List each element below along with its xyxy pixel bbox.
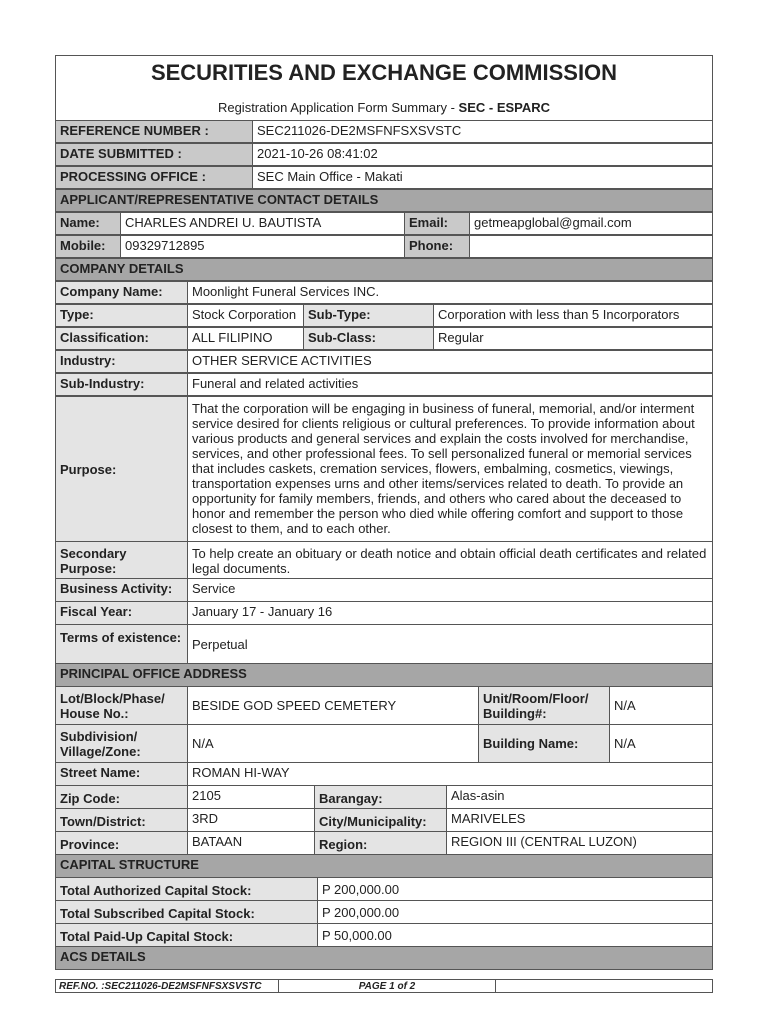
barangay-label: Barangay: xyxy=(314,785,447,809)
company-name-value: Moonlight Funeral Services INC. xyxy=(187,281,713,304)
mobile-label: Mobile: xyxy=(55,235,121,258)
subindustry-value: Funeral and related activities xyxy=(187,373,713,396)
business-activity-label: Business Activity: xyxy=(55,578,188,602)
classification-label: Classification: xyxy=(55,327,188,350)
date-submitted-value: 2021-10-26 08:41:02 xyxy=(252,143,713,166)
industry-value: OTHER SERVICE ACTIVITIES xyxy=(187,350,713,373)
classification-value: ALL FILIPINO xyxy=(187,327,304,350)
footer-page-number: PAGE 1 of 2 xyxy=(278,979,496,993)
city-municipality-label: City/Municipality: xyxy=(314,808,447,832)
city-municipality-value: MARIVELES xyxy=(446,808,713,832)
subtype-label: Sub-Type: xyxy=(303,304,434,327)
address-section-header: PRINCIPAL OFFICE ADDRESS xyxy=(55,663,713,687)
page-subtitle xyxy=(56,100,712,115)
processing-office-value: SEC Main Office - Makati xyxy=(252,166,713,189)
unit-room-value: N/A xyxy=(609,686,713,725)
subclass-value: Regular xyxy=(433,327,713,350)
reference-number-label: REFERENCE NUMBER : xyxy=(55,120,253,143)
subscribed-capital-value: P 200,000.00 xyxy=(317,900,713,924)
subclass-label: Sub-Class: xyxy=(303,327,434,350)
business-activity-value: Service xyxy=(187,578,713,602)
type-value: Stock Corporation xyxy=(187,304,304,327)
authorized-capital-label: Total Authorized Capital Stock: xyxy=(55,877,318,901)
unit-room-label: Unit/Room/Floor/ Building#: xyxy=(478,686,610,725)
mobile-value: 09329712895 xyxy=(120,235,405,258)
town-district-value: 3RD xyxy=(187,808,315,832)
zip-code-value: 2105 xyxy=(187,785,315,809)
processing-office-label: PROCESSING OFFICE : xyxy=(55,166,253,189)
purpose-label: Purpose: xyxy=(55,396,188,542)
fiscal-year-label: Fiscal Year: xyxy=(55,601,188,625)
date-submitted-label: DATE SUBMITTED : xyxy=(55,143,253,166)
province-value: BATAAN xyxy=(187,831,315,855)
footer-reference: REF.NO. :SEC211026-DE2MSFNFSXSVSTC xyxy=(55,979,279,993)
fiscal-year-value: January 17 - January 16 xyxy=(187,601,713,625)
lot-block-label: Lot/Block/Phase/ House No.: xyxy=(55,686,188,725)
authorized-capital-value: P 200,000.00 xyxy=(317,877,713,901)
contact-section-header: APPLICANT/REPRESENTATIVE CONTACT DETAILS xyxy=(55,189,713,212)
subindustry-label: Sub-Industry: xyxy=(55,373,188,396)
paidup-capital-value: P 50,000.00 xyxy=(317,923,713,947)
zip-code-label: Zip Code: xyxy=(55,785,188,809)
secondary-purpose-value: To help create an obituary or death notice and obtain official death certificates and related legal documents. xyxy=(187,541,713,579)
terms-of-existence-label: Terms of existence: xyxy=(55,624,188,664)
type-label: Type: xyxy=(55,304,188,327)
building-name-value: N/A xyxy=(609,724,713,763)
paidup-capital-label: Total Paid-Up Capital Stock: xyxy=(55,923,318,947)
email-label: Email: xyxy=(404,212,470,235)
lot-block-value: BESIDE GOD SPEED CEMETERY xyxy=(187,686,479,725)
region-value: REGION III (CENTRAL LUZON) xyxy=(446,831,713,855)
reference-number-value: SEC211026-DE2MSFNFSXSVSTC xyxy=(252,120,713,143)
subtitle-text: Registration Application Form Summary - xyxy=(217,100,459,115)
industry-label: Industry: xyxy=(55,350,188,373)
barangay-value: Alas-asin xyxy=(446,785,713,809)
footer-blank-cell xyxy=(495,979,713,993)
subdivision-label: Subdivision/ Village/Zone: xyxy=(55,724,188,763)
name-label: Name: xyxy=(55,212,121,235)
company-section-header: COMPANY DETAILS xyxy=(55,258,713,281)
street-name-value: ROMAN HI-WAY xyxy=(187,762,713,786)
province-label: Province: xyxy=(55,831,188,855)
secondary-purpose-label: Secondary Purpose: xyxy=(55,541,188,579)
purpose-value: That the corporation will be engaging in business of funeral, memorial, and/or interment service desired for clients religious or cultural preferences. To provide information about various products and general services and explain the costs involved for merchandise, services, and other professional fees. To sell personalized funeral or memorial services that includes caskets, cremation services, flowers, embalming, cosmetics, viewings, transportation expenses urns and other items/services related to death. To provide an opportunity for family members, friends, and others who cared about the deceased to honor and remember the person who died while offering comfort and support to those closest to them, and to each other. xyxy=(187,396,713,542)
subdivision-value: N/A xyxy=(187,724,479,763)
street-name-label: Street Name: xyxy=(55,762,188,786)
company-name-label: Company Name: xyxy=(55,281,188,304)
region-label: Region: xyxy=(314,831,447,855)
subtitle-system: SEC - ESPARC xyxy=(458,100,551,115)
capital-section-header: CAPITAL STRUCTURE xyxy=(55,854,713,878)
subtype-value: Corporation with less than 5 Incorporators xyxy=(433,304,713,327)
email-value: getmeapglobal@gmail.com xyxy=(469,212,713,235)
phone-label: Phone: xyxy=(404,235,470,258)
acs-section-header: ACS DETAILS xyxy=(55,946,713,970)
building-name-label: Building Name: xyxy=(478,724,610,763)
terms-of-existence-value: Perpetual xyxy=(187,624,713,664)
town-district-label: Town/District: xyxy=(55,808,188,832)
phone-value xyxy=(469,235,713,258)
subscribed-capital-label: Total Subscribed Capital Stock: xyxy=(55,900,318,924)
page-title: SECURITIES AND EXCHANGE COMMISSION xyxy=(150,60,618,85)
name-value: CHARLES ANDREI U. BAUTISTA xyxy=(120,212,405,235)
